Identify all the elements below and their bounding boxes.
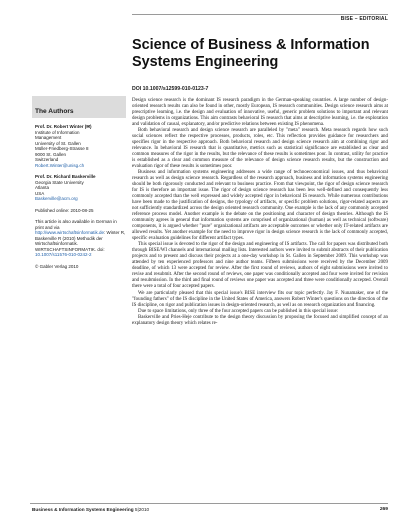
author-1-email-link[interactable]: Robert.Winter@unisg.ch bbox=[35, 162, 85, 168]
body-paragraph: Both behavioral research and design science research are paralleled by "meta" research. Meta research regards how such social sciences reflect the respective processes, products, roles, etc. This reflection provides guidance for researchers and specifies rigor in the respective approach. Both behavioral research and design science research aim at combining rigor and relevance. In behavioral IS research that is quantitative, metrics such as statistical significance are established as clear and common measures of the rigor in the results, but the relevance of these results is sometimes poor. In contrast, utility for practice is established as a clear and common measure of the relevance of design science research results, but the construction and evaluation rigor of these results is sometimes poor. bbox=[132, 128, 388, 170]
author-2-address-line: Georgia State University bbox=[35, 179, 84, 185]
article-doi: DOI 10.1007/s12599-010-0123-7 bbox=[132, 86, 209, 92]
page-number: 269 bbox=[379, 507, 388, 512]
author-1-name: Prof. Dr. Robert Winter (✉) bbox=[35, 124, 92, 129]
body-paragraph: We are particularly pleased that this special issue's BISE interview fits our topic perfectly. Jay F. Nunamaker, one of the "founding fathers" of the IS discipline in the United States of America, answers Robert Winter's questions on the direction of the IS discipline, on rigor and publication issues in design-oriented research, as well as on research organization and financing. bbox=[132, 290, 388, 308]
author-2-address-line: USA bbox=[35, 190, 45, 196]
article-body bbox=[132, 98, 388, 327]
section-tag: BISE – EDITORIAL bbox=[340, 16, 388, 22]
body-paragraph: This special issue is devoted to the rigor of the design and engineering of IS artifacts. The call for papers was distributed both through BISE/WI channels and international mailing lists. Interested authors were invited to submit abstracts of their publication projects and to present and discuss their projects at a one-day workshop in St. Gallen in September 2009. This workshop was attended by ten experienced professors and nine author teams. Fifteen submissions were received by the December 2009 deadline, of which 13 were accepted for review. After the first round of reviews, authors of eight submissions were invited to revise and resubmit. After the second round of reviews, one paper was conditionally accepted and four were invited for revision and resubmission. In the third and final round of reviews one paper was accepted and three were conditionally accepted. Overall there were a total of four accepted papers. bbox=[132, 242, 388, 290]
authors-sidebar bbox=[32, 96, 126, 269]
footer-issue: 5|2010 bbox=[134, 507, 150, 512]
author-1-address-line: Switzerland bbox=[35, 157, 59, 162]
author-2 bbox=[32, 174, 126, 202]
author-2-name: Prof. Dr. Richard Baskerville bbox=[35, 174, 96, 179]
header-rule bbox=[132, 14, 388, 15]
availability-note bbox=[32, 219, 126, 258]
footer-rule bbox=[30, 503, 388, 504]
citation-doi-link[interactable]: 10.1007/s11576-010-0242-2 bbox=[35, 252, 92, 257]
author-2-email-link[interactable]: Baskerville@acm.org bbox=[35, 196, 78, 201]
author-1-address-line: Müller-Friedberg-Strasse 8 bbox=[35, 146, 89, 151]
footer-journal bbox=[32, 507, 149, 512]
author-1 bbox=[32, 124, 126, 168]
author-1-address-line: Management bbox=[35, 135, 62, 140]
article-title: Science of Business & Information Systems Engineering bbox=[132, 37, 370, 70]
availability-text: This article is also available in German in print and via bbox=[35, 219, 117, 230]
citation-text: : Winter R, Baskerville R (2010) Methodik der Wirtschaftsinformatik. WIRTSCHAFTSINFORMATIK. doi: bbox=[35, 230, 126, 252]
wirtschaftsinformatik-link[interactable]: http://www.wirtschaftsinformatik.de bbox=[35, 230, 105, 235]
body-paragraph: Due to space limitations, only three of the four accepted papers can be published in this special issue: bbox=[138, 308, 339, 314]
footer-journal-name: Business & Information Systems Engineering bbox=[32, 507, 134, 512]
published-date: Published online: 2010-08-25 bbox=[35, 207, 94, 213]
body-paragraph: Design science research is the dominant IS research paradigm in the German-speaking countries. A large number of design-oriented research results can also be found in other, mostly European, IS research communities. Design science research aims at prescriptive learning, i.e. the design and evaluation of innovative, useful, generic problem solutions to important and relevant design problems in organizations. This aim contrasts behavioral IS research that aims at descriptive learning, i.e. the exploration and validation of causal, explanatory, and/or predictive relations between existing IS phenomena. bbox=[132, 98, 388, 128]
body-paragraph: Business and information systems engineering addresses a wide range of technoeconomical issues, and thus behavioral research as well as design science research. Regardless of the research approach, business and information systems engineering should be both rigorously conducted and relevant to business practice. From that viewpoint, the rigor of design science research for IS is therefore an important issue. The rigor of design science research has been less well-defined and consequently less commonly accepted than the well expressed and widely accepted rigor in behavioral IS research. While numerous contributions have been made to the justification of designs, the typology of artifacts, or specific problem solutions, rigor-related aspects are not sufficiently standardized across the design oriented research community. One example is the lack of any commonly accepted reference process model. Another example is the debate on the positioning and character of design theories. Although the IS community agrees in general that information systems are comprised of organizational (human) as well as technical (software) components, it is argued whether "pure" organizational artifacts are acceptable outcomes or whether only IT-related artifacts are allowed results. Yet another example for the need to improve rigor in design science research is the lack of commonly accepted, specific evaluation guidelines for different artifact types. bbox=[132, 170, 388, 242]
author-1-address-line: 9000 St. Gallen bbox=[35, 151, 67, 157]
author-1-address-line: Institute of Information bbox=[35, 129, 80, 135]
author-2-address-line: Atlanta bbox=[35, 185, 50, 190]
authors-heading: The Authors bbox=[32, 96, 126, 118]
copyright-notice: © Gabler Verlag 2010 bbox=[35, 263, 79, 269]
author-1-address-line: University of St. Gallen bbox=[35, 140, 81, 146]
body-paragraph: Baskerville and Pries-Heje contribute to the design theory discussion by proposing the focused and simplified concept of an explanatory design theory which relates re- bbox=[132, 314, 388, 326]
